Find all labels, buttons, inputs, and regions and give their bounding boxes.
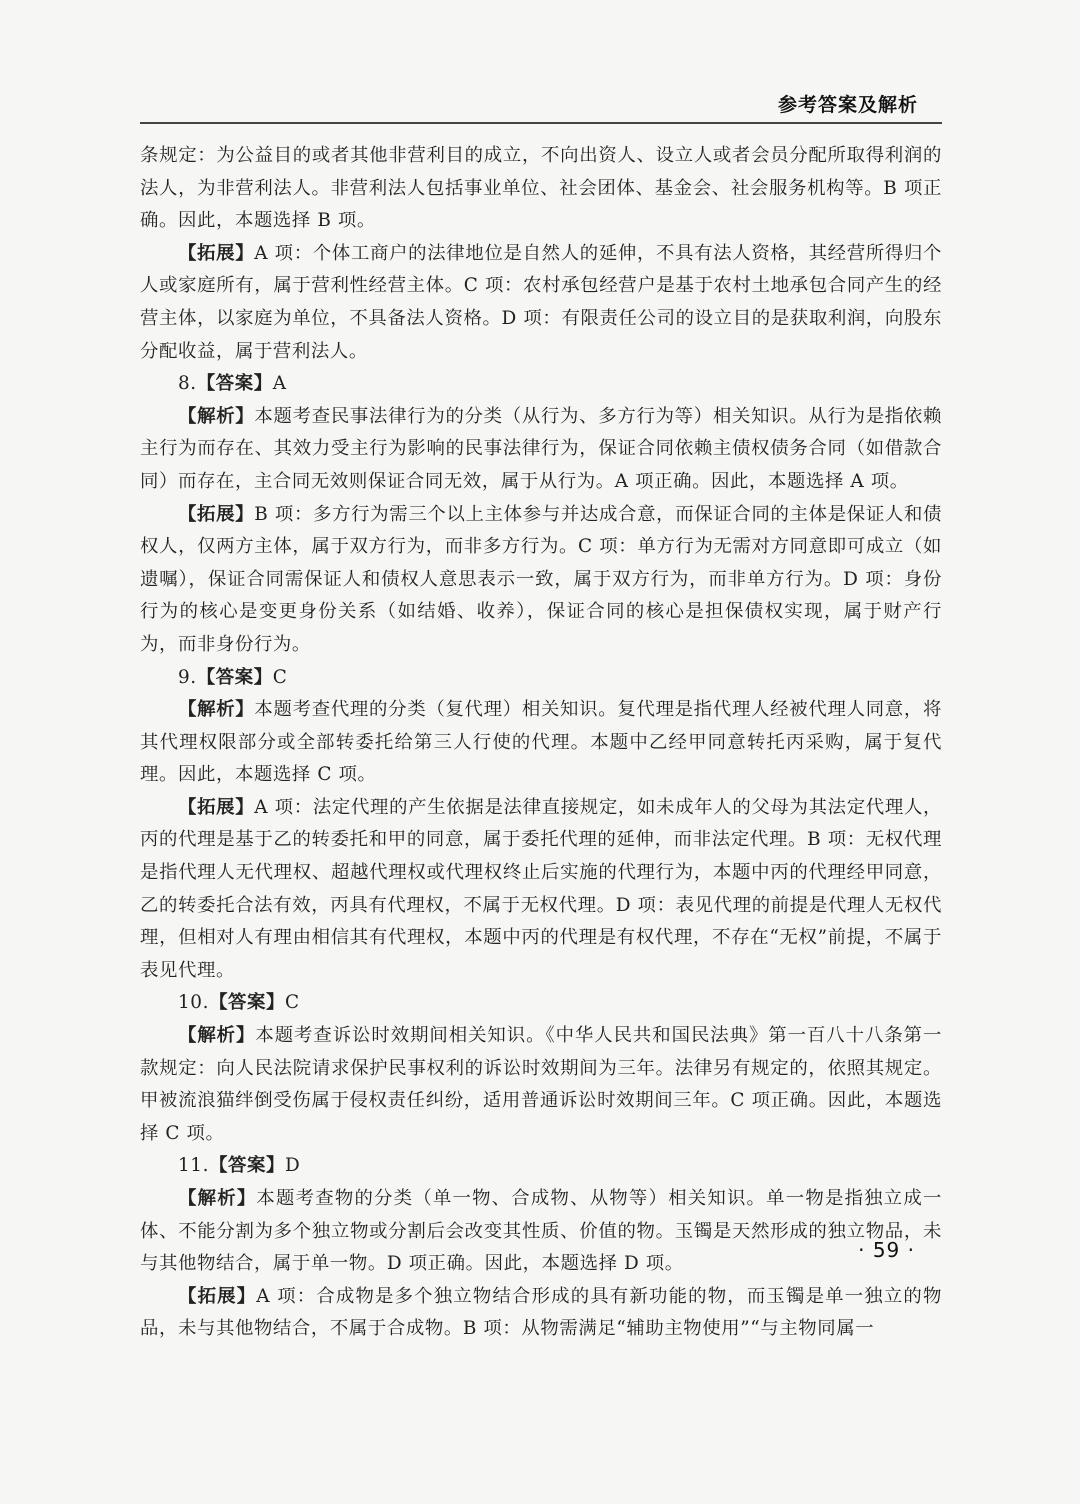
paragraph-analysis [140,694,942,792]
answer-value: A [272,373,287,395]
answer-tag: 【答案】 [196,373,273,395]
paragraph-analysis [140,1183,942,1281]
answer-explanation-text [140,140,942,1346]
paragraph-text: B 项：多方行为需三个以上主体参与并达成合意，而保证合同的主体是保证人和债权人，仅两方主体，属于双方行为，而非多方行为。C 项：单方行为无需对方同意即可成立（如遗嘱），保证合同需保证人和债权人意思表示一致，属于双方行为，而非单方行为。D 项：身份行为的核心是变更身份关系（如结婚、收养），保证合同的核心是担保债权实现，属于财产行为，而非身份行为。 [140,503,942,655]
paragraph-extension [140,499,942,662]
answer-value: C [285,992,300,1014]
page-number: · 59 · [858,1238,915,1262]
analysis-tag: 【解析】 [178,699,255,721]
answer-line-11 [140,1150,942,1183]
answer-tag: 【答案】 [209,992,286,1014]
analysis-tag: 【解析】 [178,1025,256,1047]
question-number: 11. [178,1155,210,1177]
header-rule [140,122,942,124]
paragraph-text: 本题考查诉讼时效期间相关知识。《中华人民共和国民法典》第一百八十八条第一款规定：向人民法院请求保护民事权利的诉讼时效期间为三年。法律另有规定的，依照其规定。甲被流浪猫绊倒受伤属于侵权责任纠纷，适用普通诉讼时效期间三年。C 项正确。因此，本题选择 C 项。 [140,1025,942,1144]
answer-value: C [272,666,288,688]
extension-tag: 【拓展】 [178,242,255,264]
extension-tag: 【拓展】 [178,1285,257,1307]
paragraph [140,140,942,238]
extension-tag: 【拓展】 [178,503,255,525]
answer-value: D [285,1155,301,1177]
paragraph-text: A 项：合成物是多个独立物结合形成的具有新功能的物，而玉镯是单一独立的物品，未与其他物结合，不属于合成物。B 项：从物需满足“辅助主物使用”“与主物同属一 [140,1285,942,1340]
paragraph-extension [140,238,942,368]
paragraph-extension [140,792,942,988]
analysis-tag: 【解析】 [178,405,255,427]
paragraph-text: 本题考查民事法律行为的分类（从行为、多方行为等）相关知识。从行为是指依赖主行为而存在、其效力受主行为影响的民事法律行为，保证合同依赖主债权债务合同（如借款合同）而存在，主合同无效则保证合同无效，属于从行为。A 项正确。因此，本题选择 A 项。 [140,405,942,492]
paragraph-extension [140,1281,942,1346]
question-number: 9. [178,666,197,688]
paragraph-text: A 项：个体工商户的法律地位是自然人的延伸，不具有法人资格，其经营所得归个人或家庭所有，属于营利性经营主体。C 项：农村承包经营户是基于农村土地承包合同产生的经营主体，以家庭为单位，不具备法人资格。D 项：有限责任公司的设立目的是获取利润，向股东分配收益，属于营利法人。 [140,242,943,362]
extension-tag: 【拓展】 [178,796,255,818]
paragraph-analysis [140,1020,942,1150]
running-header: 参考答案及解析 [777,94,918,116]
paragraph-analysis [140,401,942,499]
answer-tag: 【答案】 [196,666,273,688]
paragraph-text: A 项：法定代理的产生依据是法律直接规定，如未成年人的父母为其法定代理人，丙的代理是基于乙的转委托和甲的同意，属于委托代理的延伸，而非法定代理。B 项：无权代理是指代理人无代理权、超越代理权或代理权终止后实施的代理行为，本题中丙的代理经甲同意，乙的转委托合法有效，丙具有代理权，不属于无权代理。D 项：表见代理的前提是代理人无权代理，但相对人有理由相信其有代理权，本题中丙的代理是有权代理，不存在“无权”前提，不属于表见代理。 [140,796,943,981]
paragraph-text: 条规定：为公益目的或者其他非营利目的成立，不向出资人、设立人或者会员分配所取得利润的法人，为非营利法人。非营利法人包括事业单位、社会团体、基金会、社会服务机构等。B 项正确。因此，本题选择 B 项。 [140,145,942,232]
question-number: 8. [178,373,197,395]
analysis-tag: 【解析】 [178,1188,257,1209]
answer-line-9 [140,662,942,695]
answer-tag: 【答案】 [209,1155,286,1177]
answer-line-10 [140,987,942,1020]
answer-line-8 [140,368,942,401]
question-number: 10. [178,992,210,1014]
paragraph-text: 本题考查物的分类（单一物、合成物、从物等）相关知识。单一物是指独立成一体、不能分割为多个独立物或分割后会改变其性质、价值的物。玉镯是天然形成的独立物品，未与其他物结合，属于单一物。D 项正确。因此，本题选择 D 项。 [140,1188,942,1275]
paragraph-text: 本题考查代理的分类（复代理）相关知识。复代理是指代理人经被代理人同意，将其代理权限部分或全部转委托给第三人行使的代理。本题中乙经甲同意转托丙采购，属于复代理。因此，本题选择 C 项。 [140,699,942,786]
